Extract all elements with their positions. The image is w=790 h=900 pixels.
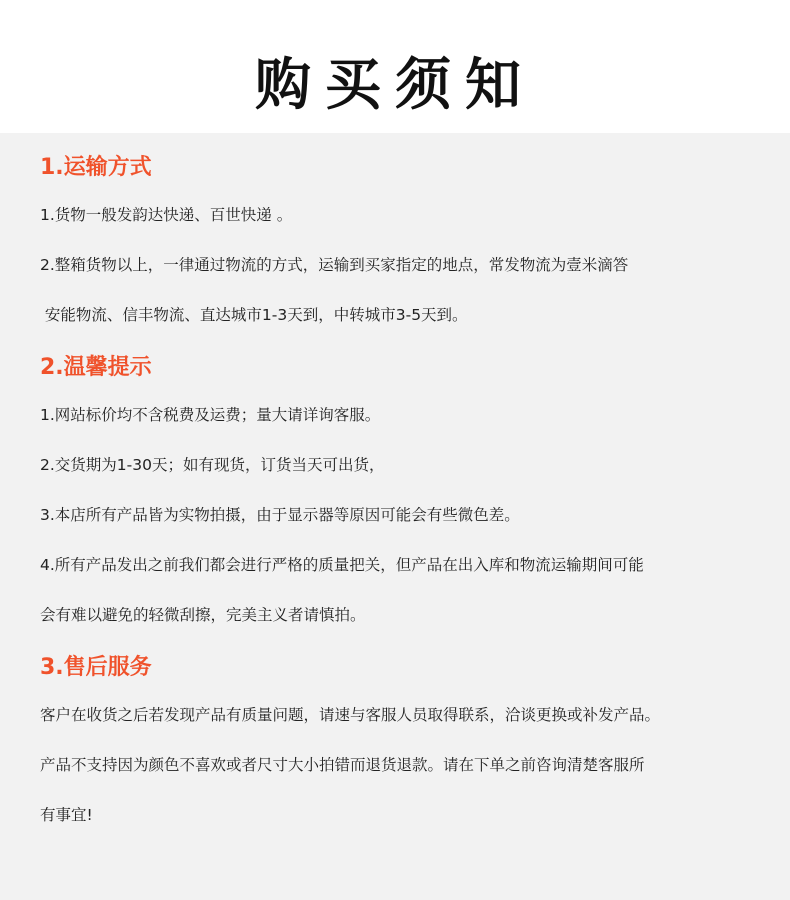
after-sales-line-3: 有事宜!	[40, 806, 93, 824]
shipping-line-2: 2.整箱货物以上，一律通过物流的方式，运输到买家指定的地点，常发物流为壹米滴答	[40, 256, 629, 274]
tips-line-3: 3.本店所有产品皆为实物拍摄，由于显示器等原因可能会有些微色差。	[40, 506, 520, 524]
shipping-line-1: 1.货物一般发韵达快递、百世快递 。	[40, 206, 293, 224]
tips-line-1: 1.网站标价均不含税费及运费；量大请详询客服。	[40, 406, 381, 424]
after-sales-line-1: 客户在收货之后若发现产品有质量问题，请速与客服人员取得联系，洽谈更换或补发产品。	[40, 706, 661, 724]
tips-line-2: 2.交货期为1-30天；如有现货，订货当天可出货，	[40, 456, 385, 474]
tips-line-5: 会有难以避免的轻微刮擦，完美主义者请慎拍。	[40, 606, 366, 624]
section-heading-after-sales: 3.售后服务	[40, 655, 152, 680]
header	[0, 0, 790, 133]
shipping-line-3: 安能物流、信丰物流、直达城市1-3天到，中转城市3-5天到。	[40, 306, 468, 324]
after-sales-line-2: 产品不支持因为颜色不喜欢或者尺寸大小拍错而退货退款。请在下单之前咨询清楚客服所	[40, 756, 645, 774]
notice-panel	[0, 133, 790, 900]
page-title: 购买须知	[255, 53, 535, 118]
section-heading-tips: 2.温馨提示	[40, 355, 152, 380]
tips-line-4: 4.所有产品发出之前我们都会进行严格的质量把关，但产品在出入库和物流运输期间可能	[40, 556, 644, 574]
section-heading-shipping: 1.运输方式	[40, 155, 152, 180]
